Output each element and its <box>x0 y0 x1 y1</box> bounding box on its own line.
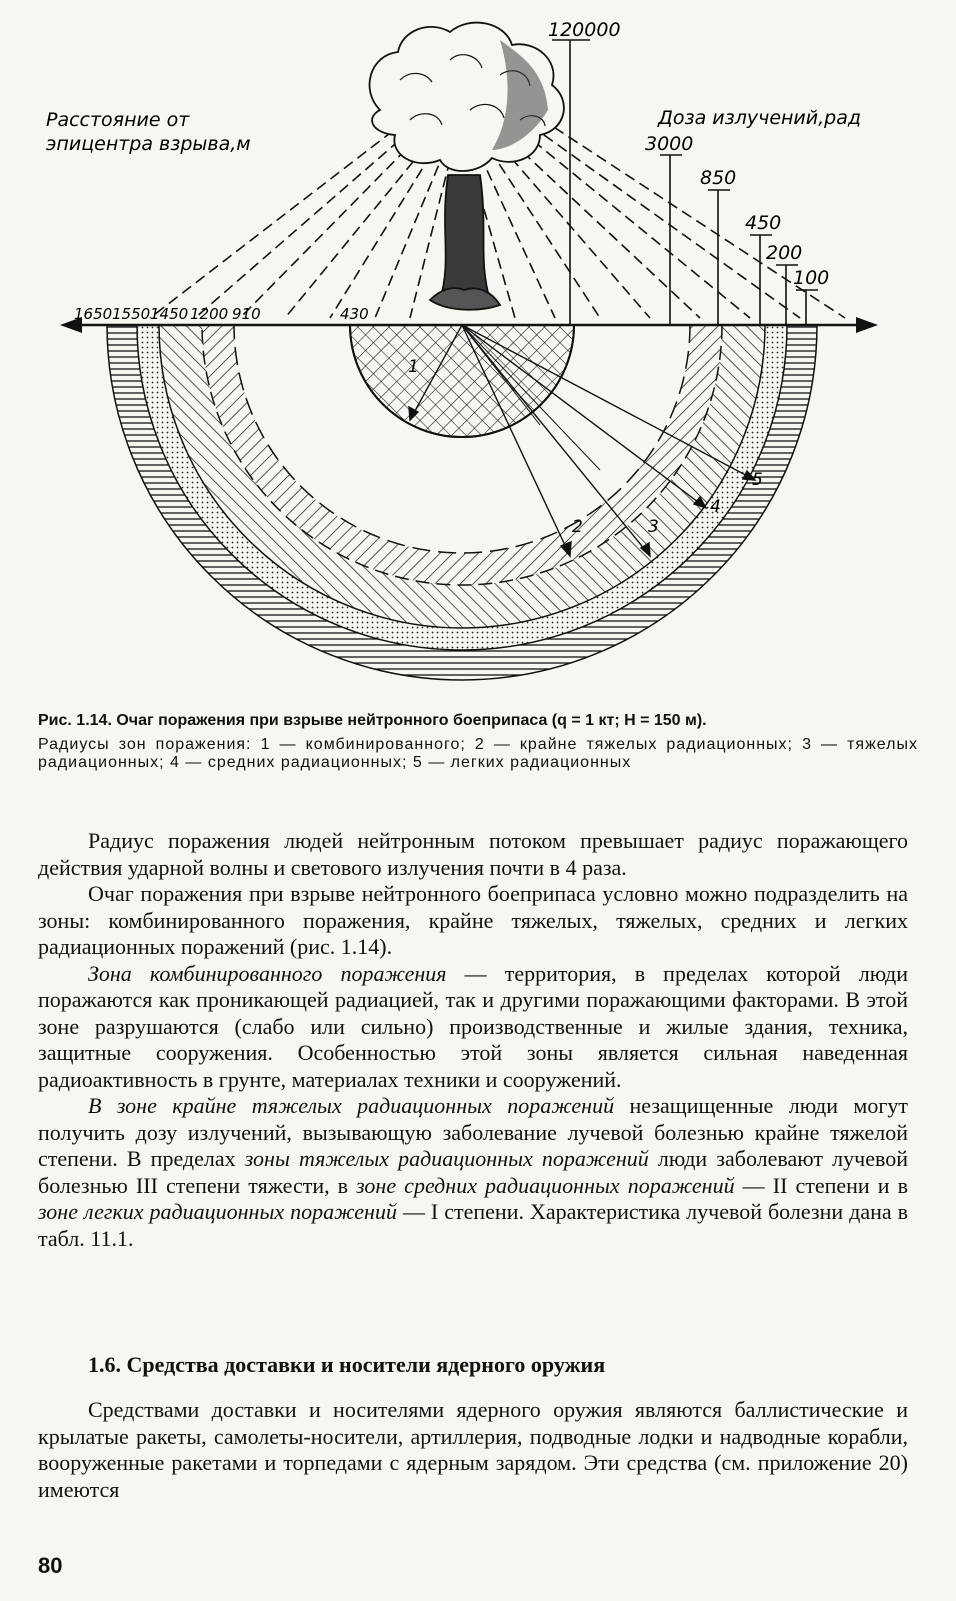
distance-1550: 1550 <box>112 305 151 323</box>
term-medium-zone: зоне средних радиационных поражений <box>356 1172 735 1198</box>
dose-markers <box>552 40 818 325</box>
paragraph-3: Зона комбинированного поражения — территория, в пределах которой люди поражаются как проникающей радиацией, так и другими поражающими факторами. В этой зоне разрушаются (слабо или сильно) производственные и жилые здания, техника, защитные сооружения. Особенностью этой зоны является сильная наведенная радиоактивность в грунте, материалах техники и сооружений. <box>38 960 908 1092</box>
distance-axis-label-line1: Расстояние от <box>46 109 190 131</box>
figure-caption <box>38 712 918 772</box>
term-light-zone: зоне легких радиационных поражений <box>38 1199 397 1224</box>
caption-title: Рис. 1.14. Очаг поражения при взрыве нейтронного боеприпаса (q = 1 кт; H = 150 м). <box>38 712 707 729</box>
zone-number-2: 2 <box>572 517 583 537</box>
zone-number-3: 3 <box>648 517 659 537</box>
section-body <box>38 1397 908 1503</box>
zone-number-5: 5 <box>752 470 763 490</box>
zone-number-1: 1 <box>408 357 419 377</box>
distance-430: 430 <box>340 305 369 323</box>
section-paragraph-1: Средствами доставки и носителями ядерного оружия являются баллистические и крылатые ракеты, самолеты-носители, артиллерия, подводные лодки и надводные корабли, вооруженные ракетами и торпедами с ядерным зарядом. Эти средства (см. приложение 20) имеются <box>38 1397 908 1502</box>
dose-3000: 3000 <box>645 133 694 155</box>
dose-200: 200 <box>766 242 803 264</box>
distance-910: 910 <box>232 305 261 323</box>
dose-100: 100 <box>793 267 830 289</box>
dose-850: 850 <box>700 167 737 189</box>
term-combined-zone: Зона комбинированного поражения <box>88 960 447 986</box>
paragraph-1: Радиус поражения людей нейтронным потоком превышает радиус поражающего действия ударной волны и светового излучения почти в 4 раза. <box>38 828 908 880</box>
distance-1450: 1450 <box>150 305 189 323</box>
caption-legend: Радиусы зон поражения: 1 — комбинированного; 2 — крайне тяжелых радиационных; 3 — тяжелых радиационных; 4 — средних радиационных; 5 — легких радиационных <box>38 736 918 771</box>
body-text <box>38 828 908 1252</box>
dose-450: 450 <box>745 212 782 234</box>
paragraph-4: В зоне крайне тяжелых радиационных поражений незащищенные люди могут получить дозу излучений, вызывающую заболевание лучевой болезнью крайне тяжелой степени. В пределах зоны тяжелых радиационных поражений люди заболевают лучевой болезнью III степени тяжести, в зоне средних радиационных поражений — II степени и в зоне легких радиационных поражений — I степени. Характеристика лучевой болезни дана в табл. 11.1. <box>38 1093 909 1251</box>
term-extreme-zone: В зоне крайне тяжелых радиационных поражений <box>88 1093 615 1118</box>
neutron-blast-figure <box>0 0 956 700</box>
distance-1200: 1200 <box>190 305 229 323</box>
term-severe-zone: зоны тяжелых радиационных поражений <box>244 1146 649 1171</box>
page-number: 80 <box>38 1553 63 1578</box>
mushroom-cloud <box>370 23 564 310</box>
paragraph-2: Очаг поражения при взрыве нейтронного боеприпаса условно можно подразделить на зоны: комбинированного поражения, крайне тяжелых, тяжелых, средних и легких радиационных поражений (рис. 1.14). <box>38 881 908 959</box>
distance-axis-label-line2: эпицентра взрыва,м <box>46 133 251 155</box>
distance-1650: 1650 <box>74 305 113 323</box>
dose-axis-label: Доза излучений,рад <box>658 107 862 129</box>
section-heading: 1.6. Средства доставки и носители ядерного оружия <box>88 1352 606 1377</box>
dose-120000: 120000 <box>548 19 621 41</box>
zone-number-4: 4 <box>710 497 721 517</box>
